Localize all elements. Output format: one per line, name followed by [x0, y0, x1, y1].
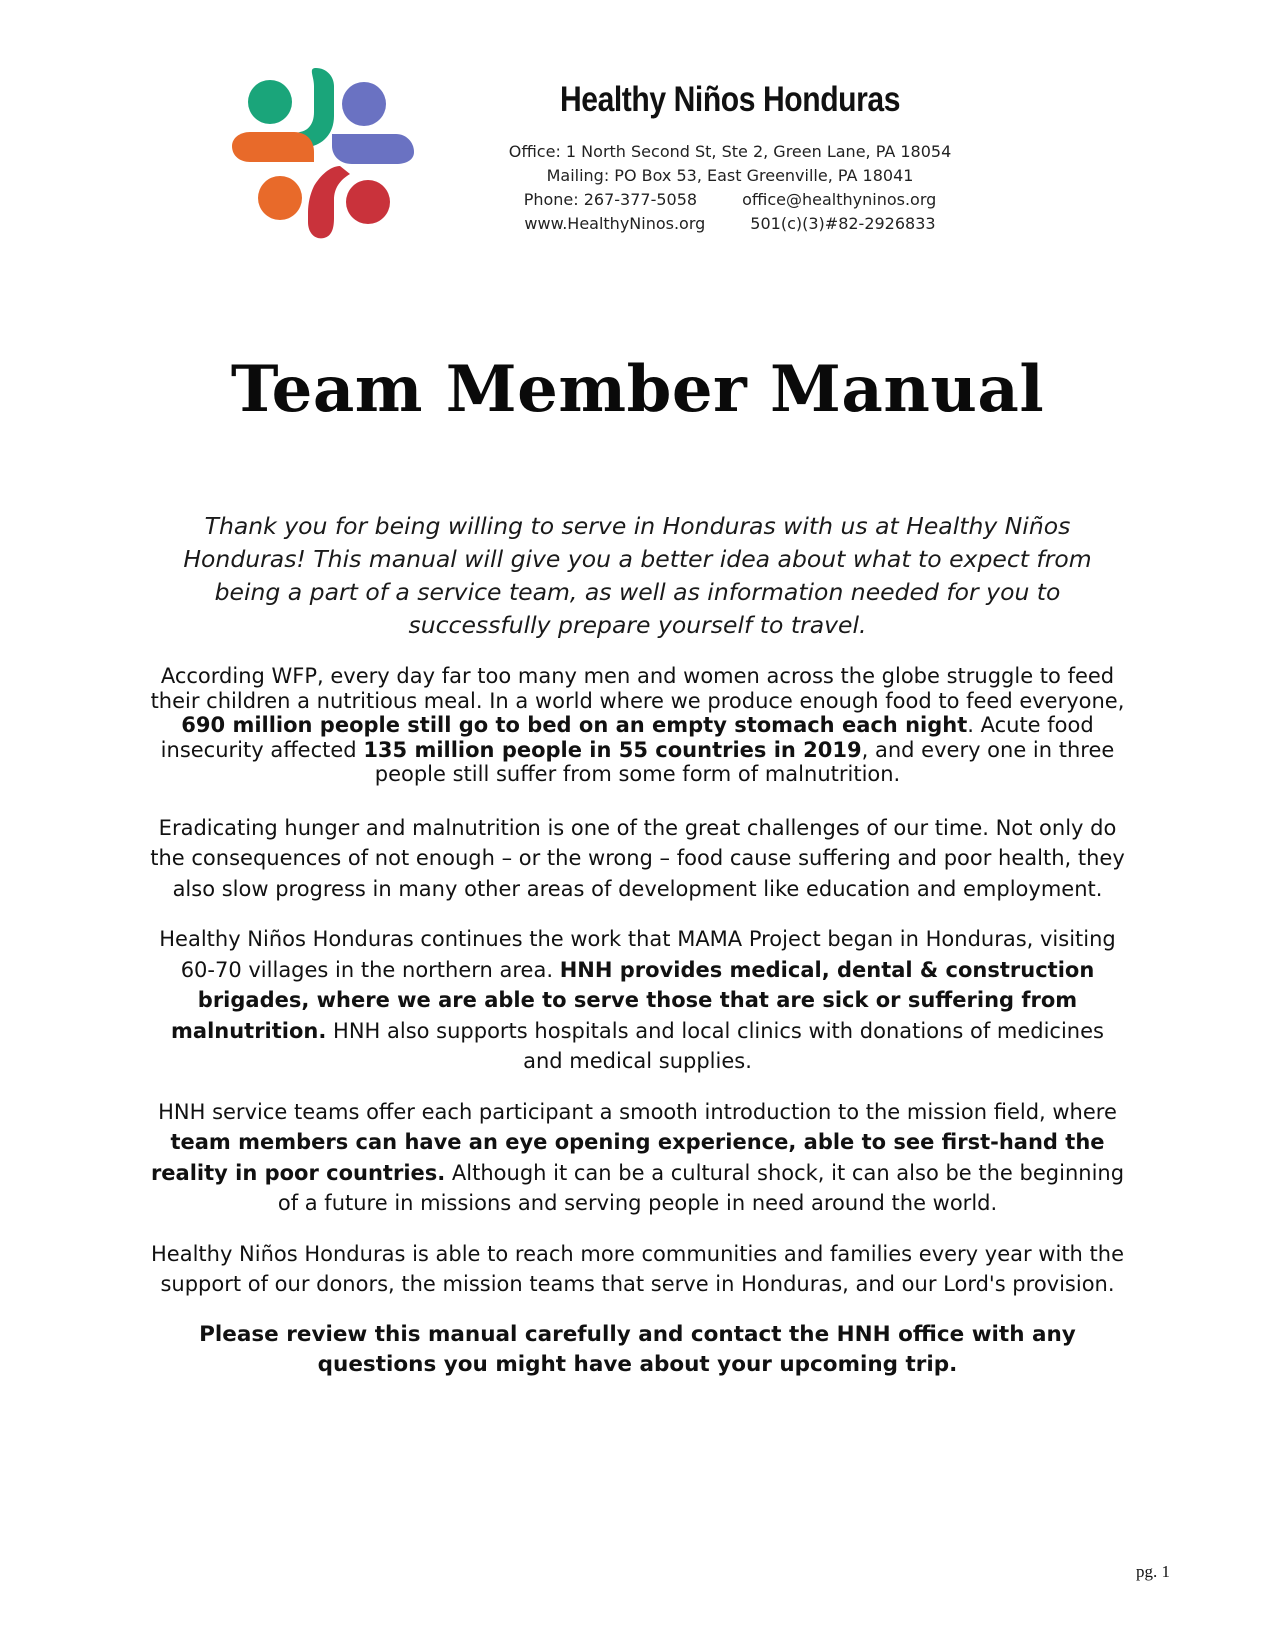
reach-paragraph: Healthy Niños Honduras is able to reach more communities and families every year with the support of our donors, the mission teams that serve in Honduras, and our Lord's provision.: [150, 1241, 1124, 1296]
mailing-address: Mailing: PO Box 53, East Greenville, PA 18041: [546, 166, 914, 185]
logo-blue-arm: [332, 134, 414, 164]
text-run: . Acute food insecurity affected: [160, 713, 1094, 762]
hunger-paragraph: Eradicating hunger and malnutrition is one of the great challenges of our time. Not only do the consequences of not enough – or the wrong – food cause suffering and poor health, they also slow progress in many other areas of development like education and employment.: [150, 815, 1125, 901]
text-run: According WFP, every day far too many men and women across the globe struggle to feed their children a nutritious meal. In a world where we produce enough food to feed everyone,: [150, 664, 1125, 713]
healthy-ninos-logo: [228, 62, 418, 242]
phone-number: Phone: 267-377-5058: [523, 190, 698, 209]
logo-green-head: [248, 80, 292, 124]
phone-email-row: [440, 188, 1020, 212]
website-taxid-row: [440, 212, 1020, 236]
logo-orange-head: [258, 176, 302, 220]
manual-body: [150, 510, 1125, 1380]
logo-orange-arm: [232, 132, 314, 162]
intro-paragraph: Thank you for being willing to serve in Honduras with us at Healthy Niños Honduras! This manual will give you a better idea about what to expect from being a part of a service team, as well as information needed for you to successfully prepare yourself to travel.: [183, 512, 1092, 639]
bold-text: 690 million people still go to bed on an empty stomach each night: [181, 713, 968, 737]
wfp-paragraph: [150, 664, 1125, 787]
website-link[interactable]: www.HealthyNinos.org: [524, 214, 706, 233]
tax-id: 501(c)(3)#82-2926833: [750, 214, 936, 233]
bold-text: team members can have an eye opening experience, able to see first-hand the reality in poor countries.: [150, 1130, 1105, 1185]
closing-paragraph: Please review this manual carefully and contact the HNH office with any questions you might have about your upcoming trip.: [199, 1321, 1076, 1377]
page-title: Team Member Manual: [230, 352, 1045, 427]
text-run: Although it can be a cultural shock, it can also be the beginning of a future in missions and serving people in need around the world.: [277, 1160, 1125, 1215]
contact-block: [440, 140, 1020, 236]
text-run: , and every one in three people still suffer from some form of malnutrition.: [374, 737, 1115, 786]
email-address[interactable]: office@healthyninos.org: [742, 190, 937, 209]
hnh-work-paragraph: [150, 924, 1125, 1077]
office-address: Office: 1 North Second St, Ste 2, Green Lane, PA 18054: [508, 142, 952, 161]
logo-blue-head: [342, 82, 386, 126]
page-number: pg. 1: [1136, 1562, 1170, 1581]
text-run: Healthy Niños Honduras continues the work that MAMA Project began in Honduras, visiting 60-70 villages in the northern area.: [159, 927, 1116, 982]
logo-red-head: [346, 180, 390, 224]
bold-text: 135 million people in 55 countries in 2019: [363, 737, 862, 762]
text-run: HNH also supports hospitals and local clinics with donations of medicines and medical supplies.: [326, 1018, 1104, 1073]
organization-name: Healthy Niños Honduras: [559, 80, 901, 119]
bold-text: HNH provides medical, dental & construction brigades, where we are able to serve those that are sick or suffering from malnutrition.: [171, 957, 1095, 1043]
text-run: HNH service teams offer each participant a smooth introduction to the mission field, where: [158, 1099, 1117, 1124]
logo-red-arm: [308, 166, 350, 238]
service-teams-paragraph: [150, 1097, 1125, 1219]
letterhead: [0, 0, 1275, 260]
